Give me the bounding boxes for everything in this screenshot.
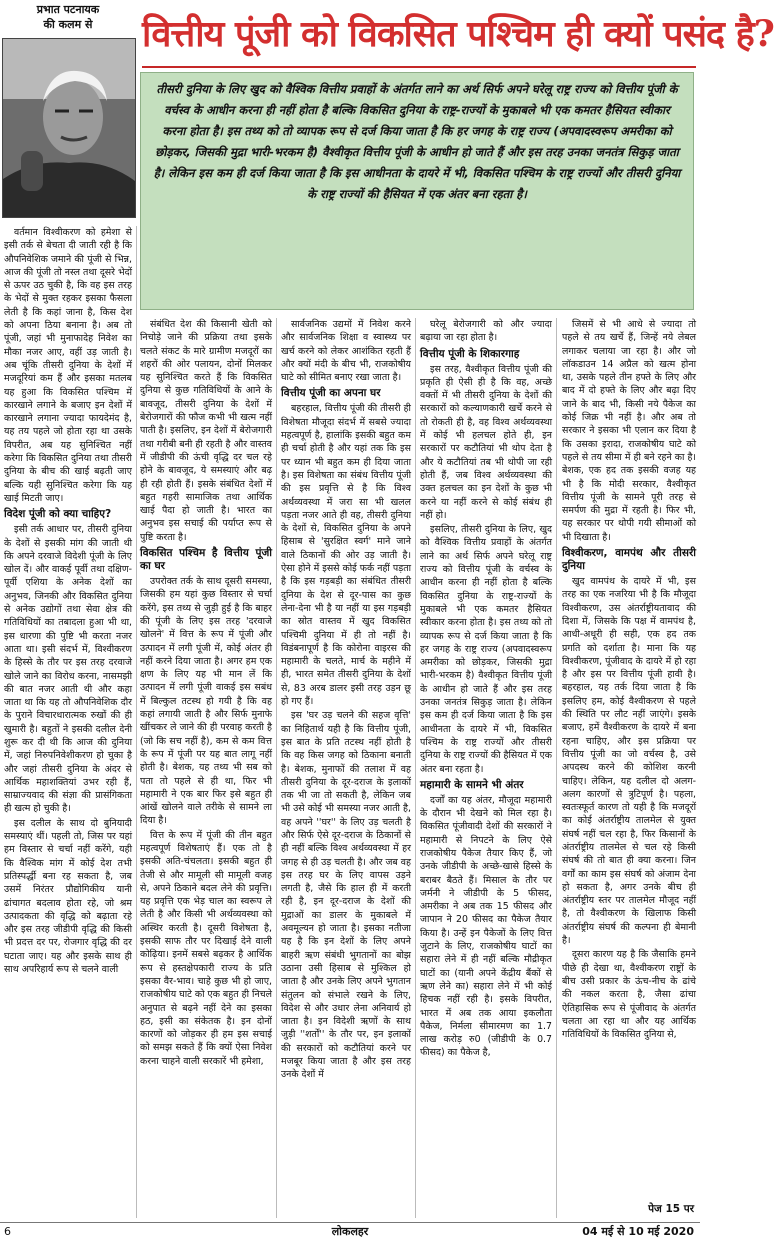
paragraph: सार्वजनिक उद्यमों में निवेश करने और सार्वजनिक शिक्षा व स्वास्थ्य पर खर्च करने को लेकर आशंकित रहती हैं और क्यों मंदी के बीच भी, राजकोषीय घाटे को सीमित बनाए रखा जाता है। (281, 319, 411, 384)
author-photo (2, 38, 136, 218)
paragraph: इस तरह, वैश्वीकृत वित्तीय पूंजी की प्रकृति ही ऐसी ही है कि वह, अच्छे वक्तों में भी तीसरी दुनिया के देशों की सरकारों को कल्याणकारी खर्चे करने से तो रोकती ही है, वह विश्व अर्थव्यवस्था में कोई भी हलचल होते ही, इन सरकारों पर कटौतियां भी थोप देता है और ये कटौतियां तब भी थोपी जा रही होती हैं, जब विश्व अर्थव्यवस्था की उक्त हलचल का इन देशों के कुछ भी करने या नहीं करने से कोई संबंध ही नहीं हो। (420, 363, 552, 521)
subheading: वित्तीय पूंजी के शिकारगाह (420, 347, 520, 360)
paragraph: संबंधित देश की किसानी खेती को निचोड़े जाने की प्रक्रिया तथा इसके चलते संकट के मारे ग्रामीण मजदूरों का शहरों की ओर पलायन, दोनों मिलकर यह सुनिश्चित करते हैं कि विकसित दुनिया से कुछ गतिविधियों के आने के बावजूद, तीसरी दुनिया के देशों में बेरोजगारों की फौज कभी भी खत्म नहीं पाती है। इसलिए, इन देशों में बेरोजगारी तथा गरीबी बनी ही रहती है और वास्तव में जीडीपी की ऊंची वृद्धि दर चल रहे होने के बावजूद, ये समस्याएं और बढ़ ही रही होती हैं। इसके संबंधित देशों में बहुत गहरी सामाजिक तथा आर्थिक खाई पैदा हो जाती है। भारत का अनुभव इस सचाई की पर्याप्त रूप से पुष्टि करता है। (140, 319, 272, 543)
paragraph: खुद वामपंथ के दायरे में भी, इस तरह का एक नजरिया भी है कि मौजूदा विश्वीकरण, उस अंतर्राष्ट्रीयतावाद की दिशा में, जिसके कि पक्ष में वामपंथ है, आधी-अधूरी ही सही, एक हद तक प्रगति को दर्शाता है। माना कि यह विश्वीकरण, पूंजीवाद के दायरे में हो रहा है और इस पर वित्तीय पूंजी हावी है। बहरहाल, यह तर्क दिया जाता है कि इसलिए हम, कोई वैश्वीकरण से पहले की स्थिति पर लौट नहीं जाएंगे। इसके बजाए, हमें वैश्वीकरण के दायरे में बना रहना चाहिए, और इस प्रक्रिया पर वित्तीय पूंजी का जो वर्चस्व है, उसे अपदस्थ करने की कोशिश करनी चाहिए। लेकिन, यह दलील दो अलग-अलग कारणों से त्रुटिपूर्ण है। पहला, स्वतःस्फूर्त कारण तो यही है कि मजदूरों का कोई अंतर्राष्ट्रीय तालमेल से युक्त संघर्ष नहीं चल रहा है, फिर किसानों के अंतर्राष्ट्रीय तालमेल से चल रहे किसी संघर्ष की तो बात ही क्या करना। जिन वर्गों का काम इस संघर्ष को अंजाम देना हो सकता है, अगर उनके बीच ही अंतर्राष्ट्रीय स्तर पर तालमेल मौजूद नहीं है, तो वैश्वीकरण के खिलाफ किसी अंतर्राष्ट्रीय संघर्ष की कल्पना ही बेमानी है। (562, 576, 696, 947)
byline (4, 2, 132, 32)
intro-box (140, 72, 694, 310)
subheading: महामारी के सामने भी अंतर (420, 778, 524, 791)
article-column-4 (420, 318, 552, 1218)
column-divider (276, 318, 277, 1218)
continued-on-page: पेज 15 पर (648, 1203, 694, 1215)
author-name: प्रभात पटनायक (36, 3, 100, 16)
subheading: वित्तीय पूंजी का अपना घर (281, 387, 381, 400)
page-number: 6 (4, 1225, 11, 1238)
article-column-2 (140, 318, 272, 1218)
paragraph: इस दलील के साथ दो बुनियादी समस्याएं थीं। पहली तो, जिस पर यहां हम विस्तार से चर्चा नहीं करेंगे, यही कि वैश्विक मांग में कोई देश तभी प्रतिस्पर्द्धी बना रह सकता है, जब उसमें निरंतर प्रौद्योगिकीय यानी ढांचागत बदलाव होता रहे, जो श्रम उत्पादकता की वृद्धि को बढ़ाता रहे और इस तरह जीडीपी वृद्धि की किसी भी प्रदत्त दर पर, रोजगार वृद्धि की दर घटाता जाए। यह और इसके साथ ही साथ अपरिहार्य रूप से चलने वाली (4, 817, 132, 976)
paragraph: उपरोक्त तर्क के साथ दूसरी समस्या, जिसकी हम यहां कुछ विस्तार से चर्चा करेंगे, इस तथ्य से जुड़ी हुई है कि बाहर की पूंजी के लिए इस तरह 'दरवाजे खोलने' में वित्त के रूप में पूंजी और उत्पादन में लगी पूंजी में, कोई अंतर ही नहीं करने दिया जाता है। अगर हम एक क्षण के लिए यह भी मान लें कि उत्पादन में लगी पूंजी वाकई इस सबंध में बिल्कुल तटस्थ हो गयी है कि वह कहां लगायी जाती है और सिर्फ मुनाफे खींचकर ले जाने की ही परवाह करती है (जो कि सच नहीं है), कम से कम वित्त के रूप में पूंजी पर यह बात लागू नहीं होती है। बेशक, यह तथ्य भी सब को पता तो पहले से ही था, फिर भी महामारी ने एक बार फिर इसे बहुत ही आंखें खोलने वाले तरीके से सामने ला दिया है। (140, 576, 272, 827)
paragraph: इस 'घर उड़ चलने की सहज वृत्ति' का निहितार्थ यही है कि वित्तीय पूंजी, इस बात के प्रति तटस्थ नहीं होती है कि वह किस जगह को ठिकाना बनाती है। बेशक, मुनाफों की तलाश में वह तीसरी दुनिया के दूर-दराज के इलाकों तक भी जा तो सकती है, लेकिन जब भी उसे कोई भी समस्या नजर आती है, वह अपने ''घर'' के लिए उड़ चलती है और सिर्फ ऐसे दूर-दराज के ठिकानों से ही नहीं बल्कि विश्व अर्थव्यवस्था में हर जगह से ही उड़ चलती है। और जब वह इस तरह घर के लिए वापस उड़ने लगती है, जैसे कि हाल ही में करती रही है, इन दूर-दराज के देशों की मुद्राओं का डालर के मुकाबले में अवमूल्यन हो जाता है। इसका नतीजा यह है कि इन देशों के लिए अपने बाहरी ऋण संबंधी भुगतानों का बोझ उठाना उसी हिसाब से मुश्किल हो जाता है और उनके लिए अपने भुगतान संतुलन को संभाले रखने के लिए, विदेश से और उधार लेना अनिवार्य हो जाता है। इन विदेशी ऋणों के साथ जुड़ी ''शर्तों'' के तौर पर, इन इलाकों की सरकारों को कटौतियां करने पर मजबूर किया जाता है और इस तरह उनके देशों में (281, 710, 411, 1081)
paragraph: वर्तमान विश्वीकरण को हमेशा से इसी तर्क से बेचता दी जाती रही है कि औपनिवेशिक जमाने की पूंजी से भिन्न, आज की पूंजी तो नस्ल तथा दूसरे भेदों से ऊपर उठ चुकी है, कि वह इस तरह के भेदों से मुक्त रहकर इसका फैसला लेती है कि कहां जाना है, किस देश को अपना ठिया बनाना है। अब तो पूंजी, जहां भी मुनाफादेह निवेश का मौका नजर आए, वहीं उड़ जाती है। अब चूंकि तीसरी दुनिया के देशों में मजदूरियां कम हैं और इसका मतलब यह हुआ कि विकसित पश्चिम में कारखाने लगाने के बजाए इन देशों में कारखाने लगाना ज्यादा फायदेमंद है, यह तय पहले जो होता रहा था उसके विपरीत, अब यह सुनिश्चित नहीं करेगा कि विकसित दुनिया तथा तीसरी दुनिया के बीच की खाई बढ़ती जाए बल्कि यही सुनिश्चित करेगा कि यह खाई मिटती जाए। (4, 227, 132, 504)
subheading: विकसित पश्चिम है वित्तीय पूंजी का घर (140, 547, 272, 573)
issue-date: 04 मई से 10 मई 2020 (582, 1225, 694, 1238)
publication-name: लोकलहर (331, 1225, 369, 1238)
paragraph: जिसमें से भी आधे से ज्यादा तो पहले से तय खर्चे हैं, जिन्हें नये लेबल लगाकर चलाया जा रहा है। और जो लॉकडाउन 14 अप्रैल को खत्म होना था, उसके पहले तीन हफ्ते के लिए और बाद में दो हफ्ते के लिए और बढ़ा दिए जाने के बाद भी, किसी नये पैकेज का कोई जिक्र भी नहीं है। और अब तो सरकार ने इसका भी एलान कर दिया है कि उसका इरादा, राजकोषीय घाटे को पहले से तय सीमा में ही बने रहने का है। बेशक, एक हद तक इसकी वजह यह भी है कि मोदी सरकार, वैश्वीकृत वित्तीय पूंजी के सामने पूरी तरह से समर्पण की मुद्रा में रहती है। फिर भी, यह सरकार पर थोपी गयी सीमाओं को भी दिखाता है। (562, 319, 696, 543)
paragraph: इसलिए, तीसरी दुनिया के लिए, खुद को वैश्विक वित्तीय प्रवाहों के अंतर्गत लाने का अर्थ सिर्फ अपने घरेलू राष्ट्र राज्य को वित्तीय पूंजी के वर्चस्व के आधीन करना ही नहीं होता है बल्कि विकसित दुनिया के राष्ट्र-राज्यों के मुकाबले भी एक कमतर हैसियत स्वीकार करना होता है। इस तथ्य को तो व्यापक रूप से दर्ज किया जाता है कि हर जगह के राष्ट्र राज्य (अपवादस्वरूप अमरीका को छोड़कर, जिसकी मुद्रा भारी-भरकम है) वैश्वीकृत वित्तीय पूंजी के आधीन हो जाते हैं और इस तरह उनका जनतंत्र सिकुड़ जाता है। लेकिन इस कम ही दर्ज किया जाता है कि इस आधीनता के दायरे में भी, विकसित पश्चिम के राष्ट्र राज्यों और तीसरी दुनिया के राष्ट्र राज्यों की हैसियत में एक अंतर बना रहता है। (420, 524, 552, 775)
paragraph: बहरहाल, वित्तीय पूंजी की तीसरी ही विशेषता मौजूदा संदर्भ में सबसे ज्यादा महत्वपूर्ण है, हालांकि इसकी बहुत कम ही चर्चा होती है और यहां तक कि इस पर ध्यान भी बहुत कम ही दिया जाता है। इस विशेषता का संबंध वित्तीय पूंजी की इस प्रवृत्ति से है कि विश्व अर्थव्यवस्था में जरा सा भी खलल पड़ता नजर आते ही वह, तीसरी दुनिया के देशों से, विकसित दुनिया के अपने हिसाब से 'सुरक्षित स्वर्ग' माने जाने वाले ठिकानों की ओर उड़ जाती है। ऐसा होने में इससे कोई फर्क नहीं पड़ता है कि इस गड़बड़ी का संबंधित तीसरी दुनिया के देश से दूर-पास का कुछ लेना-देना भी है या नहीं या इस गड़बड़ी का स्रोत वास्तव में खुद विकसित पश्चिमी दुनिया में ही तो नहीं है। विडंबनापूर्ण है कि कोरोना वाइरस की महामारी के चलते, मार्च के महीने में ही, भारत समेत तीसरी दुनिया के देशों से, 83 अरब डालर इसी तरह उड़न छू हो गए हैं। (281, 403, 411, 708)
author-portrait-image (3, 39, 135, 217)
page-footer (0, 1222, 700, 1243)
article-column-3 (281, 318, 411, 1218)
subheading: विश्वीकरण, वामपंथ और तीसरी दुनिया (562, 547, 696, 573)
subheading: विदेश पूंजी को क्या चाहिए? (4, 508, 112, 521)
paragraph: दर्जों का यह अंतर, मौजूदा महामारी के दौरान भी देखने को मिल रहा है। विकसित पूंजीवादी देशों की सरकारों ने महामारी से निपटने के लिए ऐसे राजकोषीय पैकेज तैयार किए हैं, जो उनके जीडीपी के अच्छे-खासे हिस्से के बराबर बैठते हैं। मिसाल के तौर पर जर्मनी ने जीडीपी के 5 फीसद, अमरीका ने अब तक 15 फीसद और जापान ने 20 फीसद का पैकेज तैयार किया है। उन्हें इन पैकेजों के लिए वित्त जुटाने के लिए, राजकोषीय घाटों का सहारा लेने में ही नहीं बल्कि मौद्रीकृत घाटों का (यानी अपने केंद्रीय बैंकों से ऋण लेने का) सहारा लेने में भी कोई हिचक नहीं रही है। इसके विपरीत, भारत में अब तक आया इकलौता पैकेज, निर्मला सीमारमण का 1.7 लाख करोड़ रु0 (जीडीपी के 0.7 फीसद) का पैकेज है, (420, 794, 552, 1059)
column-divider (415, 318, 416, 1218)
author-subtitle: की कलम से (43, 18, 93, 31)
intro-text: तीसरी दुनिया के लिए खुद को वैश्विक वित्तीय प्रवाहों के अंतर्गत लाने का अर्थ सिर्फ अपने घरेलू राष्ट्र राज्य को वित्तीय पूंजी के वर्चस्व के आधीन करना ही नहीं होता है बल्कि विकसित दुनिया के राष्ट्र-राज्यों के मुकाबले भी एक कमतर हैसियत स्वीकार करना होता है। इस तथ्य को तो व्यापक रूप से दर्ज किया जाता है कि हर जगह के राष्ट्र राज्य (अपवादस्वरूप अमरीका को छोड़कर, जिसकी मुद्रा भारी-भरकम है) वैश्वीकृत वित्तीय पूंजी के आधीन हो जाते हैं और इस तरह उनका जनतंत्र सिकुड़ जाता है। लेकिन इस कम ही दर्ज किया जाता है कि इस आधीनता के दायरे में भी, विकसित पश्चिम के राष्ट्र राज्यों और तीसरी दुनिया के राष्ट्र राज्यों की हैसियत में एक अंतर बना रहता है। (153, 82, 681, 201)
paragraph: वित्त के रूप में पूंजी की तीन बहुत महत्वपूर्ण विशेषताएं हैं। एक तो है इसकी अति-चंचलता। इसकी बहुत ही तेजी से और मामूली सी मामूली वजह से, अपने ठिकाने बदल लेने की प्रवृत्ति। यह प्रवृत्ति एक भेड़ चाल का स्वरूप ले लेती है और किसी भी अर्थव्यवस्था को अस्थिर करती है। दूसरी विशेषता है, इसकी साफ तौर पर दिखाई देने वाली कोढ़िया। इनमें सबसे बढ़कर है आर्थिक रूप से हस्तक्षेपकारी राज्य के प्रति इसका वैर-भाव। चाहे कुछ भी हो जाए, राजकोषीय घाटे को एक बहुत ही निचले अनुपात से बढ़ने नहीं देने का इसका हठ, इसी का संकेतक है। इन दोनों कारणों को जोड़कर ही हम इस सचाई को समझ सकते हैं कि क्यों ऐसा निवेश करना चाहने वाली सरकारें भी हमेशा, (140, 829, 272, 1067)
paragraph: दूसरा कारण यह है कि जैसाकि हमने पीछे ही देखा था, वैश्वीकरण राष्ट्रों के बीच उसी प्रकार के ऊंच-नीच के ढांचे की नकल करता है, जैसा ढांचा ऐतिहासिक रूप से पूंजीवाद के अंतर्गत चलता आ रहा था और यह आर्थिक गतिविधियों के विकसित दुनिया से, (562, 949, 696, 1041)
article-column-5 (562, 318, 696, 1218)
article-column-1 (4, 226, 132, 1218)
paragraph: इसी तर्क आधार पर, तीसरी दुनिया के देशों से इसकी मांग की जाती थी कि अपने दरवाजे विदेशी पूंजी के लिए खोल दें। और वाकई पूर्वी तथा दक्षिण-पूर्वी एशिया के अनेक देशों का अनुभव, जिनकी और विकसित दुनिया से अनेक उद्योगों तथा सेवा क्षेत्र की गतिविधियों का तबादला हुआ भी था, इस धारणा की पुष्टि भी करता नजर आता था। इसी संदर्भ में, विश्वीकरण के हिस्से के तौर पर इस तरह दरवाजे खोले जाने का विरोध करना, नासमझी की बात नजर आती थी और कहा जाता था कि यह तो औपनिवेशिक दौर के पुराने विचारधारात्मक रुखों की ही खुमारी है। बहुतों ने इसकी दलील देनी शुरू कर दी थी कि आज की दुनिया में, जहां निरुपनिवेशीकरण हो चुका है और जहां तीसरी दुनिया के अंदर से आर्थिक महाशक्तियां उभर रही हैं, साम्राज्यवाद की संज्ञा की प्रासंगिकता ही खत्म हो चुकी है। (4, 524, 132, 815)
column-divider (136, 226, 137, 1218)
column-divider (556, 318, 557, 1218)
paragraph: घरेलू बेरोजगारी को और ज्यादा बढ़ाया जा रहा होता है। (420, 319, 552, 344)
headline-text: वित्तीय पूंजी को विकसित पश्चिम ही क्यों पसंद है? (142, 13, 774, 55)
headline (142, 4, 774, 68)
